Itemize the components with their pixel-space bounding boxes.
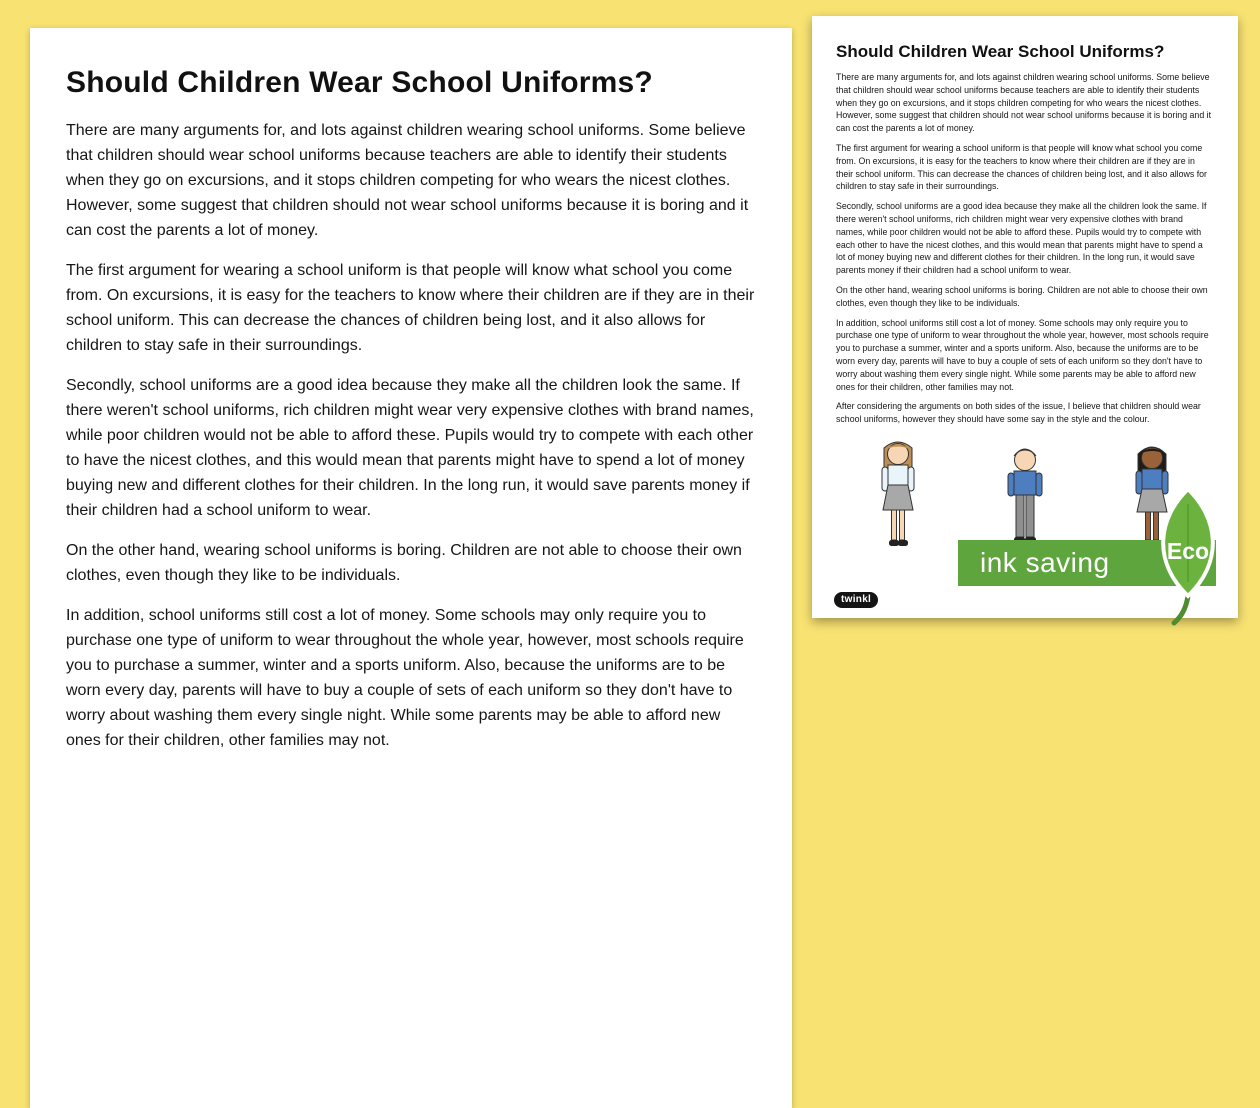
paragraph-secondly: Secondly, school uniforms are a good idea because they make all the children look the same. If there weren't school uniforms, rich children might wear very expensive clothes with brand names, while poor children would not be able to afford these. Pupils would try to compete with each other to have the nicest clothes, and this would mean that parents might have to spend a lot of money buying new and different clothes for their children. In the long run, it would save parents money if their children had a school uniform to wear.	[66, 377, 754, 519]
eco-badge-label: Eco	[1166, 538, 1210, 564]
page-title-small: Should Children Wear School Uniforms?	[836, 42, 1165, 61]
paragraph-in-addition: In addition, school uniforms still cost a lot of money. Some schools may only require you to purchase one type of uniform to wear throughout the whole year, however, most schools require you to purchase a summer, winter and a sports uniform. Also, because the uniforms are to be worn every day, parents will have to buy a couple of sets of each uniform so they don't have to worry about washing them every single night. While some parents may be able to afford new ones for their children, other families may not.	[66, 607, 744, 749]
page-title: Should Children Wear School Uniforms?	[66, 66, 653, 99]
paragraph-other-hand: On the other hand, wearing school uniforms is boring. Children are not able to choose their own clothes, even though they like to be individuals.	[66, 542, 742, 584]
twinkl-logo-text: twinkl	[841, 594, 872, 605]
eco-banner-label: ink saving	[980, 547, 1110, 578]
paragraph-in-addition-small: In addition, school uniforms still cost a lot of money. Some schools may only require you to purchase one type of uniform to wear throughout the whole year, however, most schools require you to purchase a summer, winter and a sports uniform. Also, because the uniforms are to be worn every day, parents will have to buy a couple of sets of each uniform so they don't have to worry about washing them every single night. While some parents may be able to afford new ones for their children, other families may not.	[836, 317, 1209, 392]
paragraph-first-argument-small: The first argument for wearing a school uniform is that people will know what school you come from. On excursions, it is easy for the teachers to know where their children are if they are in their school uniform. This can decrease the chances of children being lost, and it also allows for children to stay safe in their surroundings.	[836, 142, 1207, 192]
eco-leaf-icon	[1146, 486, 1230, 626]
paragraph-intro-small: There are many arguments for, and lots against children wearing school uniforms. Some believe that children should wear school uniforms because teachers are able to identify their students when they go on excursions, and it stops children competing for who wears the nicest clothes. However, some suggest that children should not wear school uniforms because it is boring and it can cost the parents a lot of money.	[836, 72, 1212, 134]
paragraph-other-hand-small: On the other hand, wearing school uniforms is boring. Children are not able to choose their own clothes, even though they like to be individuals.	[836, 284, 1208, 308]
paragraph-intro: There are many arguments for, and lots against children wearing school uniforms. Some believe that children should wear school uniforms because teachers are able to identify their students when they go on excursions, and it stops children competing for who wears the nicest clothes. However, some suggest that children should not wear school uniforms because it is boring and it can cost the parents a lot of money.	[66, 122, 749, 239]
worksheet-page-zoomed	[30, 28, 792, 1108]
paragraph-secondly-small: Secondly, school uniforms are a good idea because they make all the children look the same. If there weren't school uniforms, rich children might wear very expensive clothes with brand names, while poor children would not be able to afford these. Pupils would try to compete with each other to have the nicest clothes, and this would mean that parents might have to spend a lot of money buying new and different clothes for their children. In the long run, it would save parents money if their children had a school uniform to wear.	[836, 201, 1207, 276]
twinkl-logo	[834, 592, 878, 608]
paragraph-conclusion-small: After considering the arguments on both sides of the issue, I believe that children should wear school uniforms, however they should have some say in the style and the colour.	[836, 401, 1201, 425]
child-girl-illustration	[866, 434, 930, 558]
paragraph-first-argument: The first argument for wearing a school uniform is that people will know what school you come from. On excursions, it is easy for the teachers to know where their children are if they are in their school uniform. This can decrease the chances of children being lost, and it also allows for children to stay safe in their surroundings.	[66, 262, 755, 354]
